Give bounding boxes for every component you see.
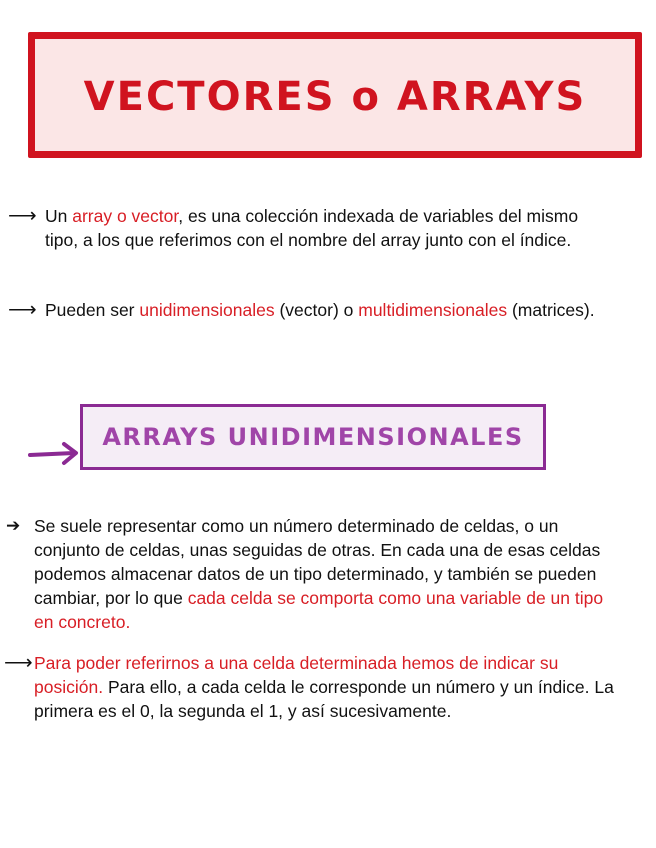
- title-box: [28, 32, 642, 158]
- right-arrow-icon: ⟶: [8, 205, 37, 227]
- intro-p1-text-c: , es una colección indexada de variables del mismo tipo, a los que referimos con el nombre del array junto con el índice.: [45, 206, 579, 250]
- intro-p1-highlight: array o vector: [72, 206, 179, 226]
- right-arrow-icon: ⟶: [8, 299, 37, 321]
- section-p2-text-b: Para ello, a cada celda le corresponde un número y un índice. La primera es el 0, la segunda el 1, y así sucesivamente.: [34, 677, 614, 721]
- section-p1-text-a: Se suele representar como un número determinado de celdas, o un conjunto de celdas, unas seguidas de otras. En cada una de esas celdas podemos almacenar datos de un tipo determinado, y también se pueden cambiar, por lo que: [34, 516, 601, 608]
- section-paragraph-1: [34, 514, 624, 634]
- section-title: ARRAYS UNIDIMENSIONALES: [102, 423, 524, 451]
- intro-p2-text-c: (vector) o: [274, 300, 359, 320]
- intro-paragraph-1: [45, 204, 615, 252]
- intro-p2-text-a: Pueden ser: [45, 300, 140, 320]
- intro-p1-text-a: Un: [45, 206, 73, 226]
- purple-arrow-icon: [28, 440, 82, 468]
- page-title: VECTORES o ARRAYS: [83, 74, 587, 120]
- section-p1-highlight: cada celda se comporta como una variable de un tipo en concreto.: [34, 588, 604, 632]
- section-title-box: [80, 404, 546, 470]
- intro-p2-text-e: (matrices).: [507, 300, 595, 320]
- intro-p2-highlight-1: unidimensionales: [139, 300, 275, 320]
- intro-paragraph-2: [45, 298, 615, 322]
- section-paragraph-2: [34, 651, 624, 723]
- section-p2-highlight: Para poder referirnos a una celda determinada hemos de indicar su posición.: [34, 653, 559, 697]
- right-arrow-icon: ⟶: [4, 652, 33, 674]
- right-arrow-icon: ➔: [6, 516, 21, 535]
- intro-p2-highlight-2: multidimensionales: [358, 300, 508, 320]
